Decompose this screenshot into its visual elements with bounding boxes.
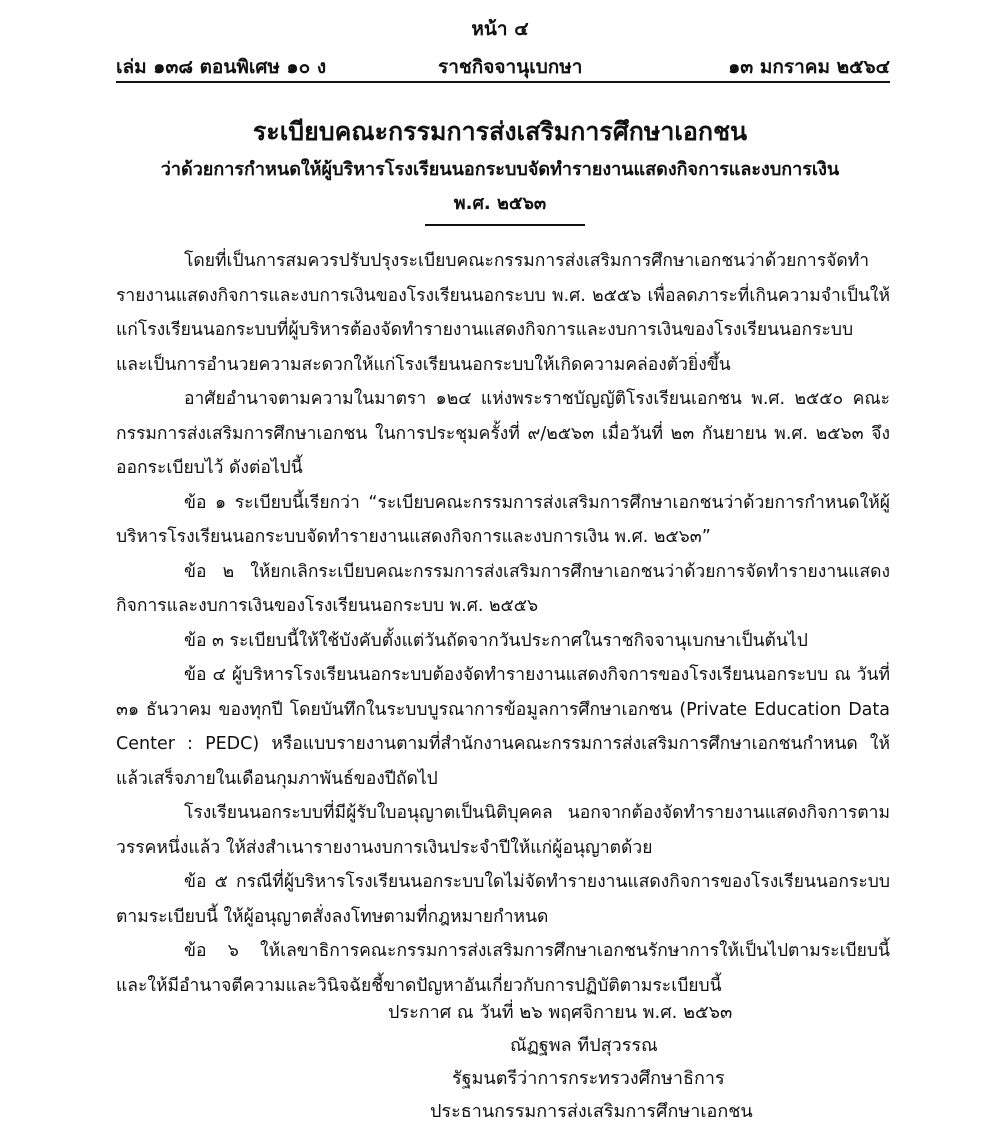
signatory-position-minister: รัฐมนตรีว่าการกระทรวงศึกษาธิการ xyxy=(452,1068,725,1089)
regulation-body xyxy=(116,244,890,1003)
gazette-name: ราชกิจจานุเบกษา xyxy=(438,56,583,78)
paragraph-authority: อาศัยอำนาจตามความในมาตรา ๑๒๔ แห่งพระราชบัญญัติโรงเรียนเอกชน พ.ศ. ๒๕๕๐ คณะกรรมการส่งเสริมการศึกษาเอกชน ในการประชุมครั้งที่ ๙/๒๕๖๓ เมื่อวันที่ ๒๓ กันยายน พ.ศ. ๒๕๖๓ จึงออกระเบียบไว้ ดังต่อไปนี้ xyxy=(116,389,890,478)
paragraph-clause-2: ข้อ ๒ ให้ยกเลิกระเบียบคณะกรรมการส่งเสริมการศึกษาเอกชนว่าด้วยการจัดทำรายงานแสดงกิจการและงบการเงินของโรงเรียนนอกระบบ พ.ศ. ๒๕๕๖ xyxy=(116,561,890,616)
paragraph-clause-4: ข้อ ๔ ผู้บริหารโรงเรียนนอกระบบต้องจัดทำรายงานแสดงกิจการของโรงเรียนนอกระบบ ณ วันที่ ๓๑ ธันวาคม ของทุกปี โดยบันทึกในระบบบูรณาการข้อมูลการศึกษาเอกชน (Private Education Data Center : PEDC) หรือแบบรายงานตามที่สำนักงานคณะกรรมการส่งเสริมการศึกษาเอกชนกำหนด ให้แล้วเสร็จภายในเดือนกุมภาพันธ์ของปีถัดไป xyxy=(116,665,890,789)
signatory-position-chair: ประธานกรรมการส่งเสริมการศึกษาเอกชน xyxy=(430,1101,753,1122)
header-rule xyxy=(116,81,890,83)
paragraph-preamble: โดยที่เป็นการสมควรปรับปรุงระเบียบคณะกรรมการส่งเสริมการศึกษาเอกชนว่าด้วยการจัดทำรายงานแสดงกิจการและงบการเงินของโรงเรียนนอกระบบ พ.ศ. ๒๕๕๖ เพื่อลดภาระที่เกินความจำเป็นให้แก่โรงเรียนนอกระบบที่ผู้บริหารต้องจัดทำรายงานแสดงกิจการและงบการเงินของโรงเรียนนอกระบบ และเป็นการอำนวยความสะดวกให้แก่โรงเรียนนอกระบบให้เกิดความคล่องตัวยิ่งขึ้น xyxy=(116,251,890,375)
announcement-date: ประกาศ ณ วันที่ ๒๖ พฤศจิกายน พ.ศ. ๒๕๖๓ xyxy=(388,1002,733,1023)
regulation-title: ระเบียบคณะกรรมการส่งเสริมการศึกษาเอกชน xyxy=(252,117,748,146)
running-header xyxy=(116,52,890,80)
signatory-name: ณัฏฐพล ทีปสุวรรณ xyxy=(510,1035,658,1056)
gazette-date: ๑๓ มกราคม ๒๕๖๔ xyxy=(728,56,890,78)
paragraph-clause-5: ข้อ ๕ กรณีที่ผู้บริหารโรงเรียนนอกระบบใดไม่จัดทำรายงานแสดงกิจการของโรงเรียนนอกระบบตามระเบียบนี้ ให้ผู้อนุญาตสั่งลงโทษตามที่กฎหมายกำหนด xyxy=(116,872,890,927)
paragraph-clause-4-second: โรงเรียนนอกระบบที่มีผู้รับใบอนุญาตเป็นนิติบุคคล นอกจากต้องจัดทำรายงานแสดงกิจการตามวรรคหนึ่งแล้ว ให้ส่งสำเนารายงานงบการเงินประจำปีให้แก่ผู้อนุญาตด้วย xyxy=(116,803,890,858)
title-rule xyxy=(425,224,585,226)
paragraph-clause-6: ข้อ ๖ ให้เลขาธิการคณะกรรมการส่งเสริมการศึกษาเอกชนรักษาการให้เป็นไปตามระเบียบนี้ และให้มีอำนาจตีความและวินิจฉัยชี้ขาดปัญหาอันเกี่ยวกับการปฏิบัติตามระเบียบนี้ xyxy=(116,941,890,996)
page-number: หน้า ๔ xyxy=(471,18,529,40)
regulation-subtitle: ว่าด้วยการกำหนดให้ผู้บริหารโรงเรียนนอกระบบจัดทำรายงานแสดงกิจการและงบการเงิน xyxy=(160,159,840,180)
regulation-year: พ.ศ. ๒๕๖๓ xyxy=(453,193,547,214)
paragraph-clause-3: ข้อ ๓ ระเบียบนี้ให้ใช้บังคับตั้งแต่วันถัดจากวันประกาศในราชกิจจานุเบกษาเป็นต้นไป xyxy=(184,630,808,651)
paragraph-clause-1: ข้อ ๑ ระเบียบนี้เรียกว่า “ระเบียบคณะกรรมการส่งเสริมการศึกษาเอกชนว่าด้วยการกำหนดให้ผู้บริหารโรงเรียนนอกระบบจัดทำรายงานแสดงกิจการและงบการเงิน พ.ศ. ๒๕๖๓” xyxy=(116,492,890,547)
volume-info: เล่ม ๑๓๘ ตอนพิเศษ ๑๐ ง xyxy=(116,56,327,78)
